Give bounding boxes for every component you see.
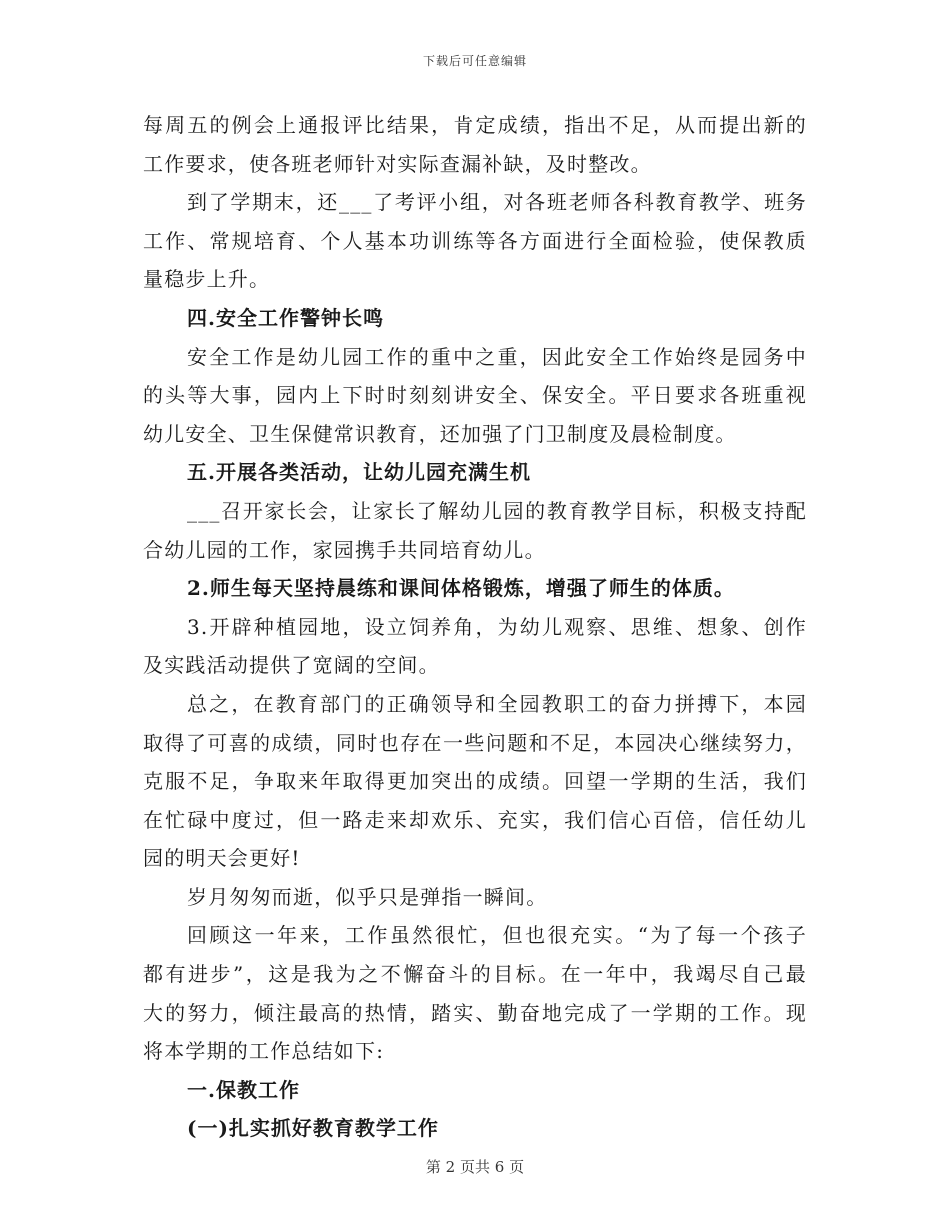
- page-footer: 第 2 页共 6 页: [425, 1158, 525, 1176]
- section-heading: 四.安全工作警钟长鸣: [187, 305, 384, 330]
- page-header: 下载后可任意编辑: [422, 54, 527, 68]
- paragraph-line: 工作要求，使各班老师针对实际查漏补缺，及时整改。: [143, 151, 652, 176]
- paragraph-line: ___召开家长会，让家长了解幼儿园的教育教学目标，积极支持配: [187, 498, 807, 523]
- paragraph-line: 取得了可喜的成绩，同时也存在一些问题和不足，本园决心继续努力，: [143, 730, 807, 755]
- paragraph-line: 的头等大事，园内上下时时刻刻讲安全、保安全。平日要求各班重视: [143, 383, 807, 408]
- paragraph-line: 大的努力，倾注最高的热情，踏实、勤奋地完成了一学期的工作。现: [143, 1000, 807, 1025]
- paragraph-line: 工作、常规培育、个人基本功训练等各方面进行全面检验，使保教质: [143, 228, 807, 253]
- paragraph-line: 总之，在教育部门的正确领导和全园教职工的奋力拼搏下，本园: [187, 691, 807, 716]
- paragraph-line: 都有进步”，这是我为之不懈奋斗的目标。在一年中，我竭尽自己最: [143, 962, 807, 987]
- section-heading: (一)扎实抓好教育教学工作: [187, 1116, 439, 1141]
- paragraph-line: 回顾这一年来，工作虽然很忙，但也很充实。“为了每一个孩子: [187, 923, 807, 948]
- paragraph-line: 安全工作是幼儿园工作的重中之重，因此安全工作始终是园务中: [187, 344, 807, 369]
- paragraph-line: 合幼儿园的工作，家园携手共同培育幼儿。: [143, 537, 546, 562]
- paragraph-line: 幼儿安全、卫生保健常识教育，还加强了门卫制度及晨检制度。: [143, 421, 737, 446]
- paragraph-line: 岁月匆匆而逝，似乎只是弹指一瞬间。: [187, 884, 548, 909]
- section-heading: 一.保教工作: [187, 1077, 300, 1102]
- paragraph-line: 3.开辟种植园地，设立饲养角，为幼儿观察、思维、想象、创作: [187, 614, 807, 639]
- paragraph-line: 克服不足，争取来年取得更加突出的成绩。回望一学期的生活，我们: [143, 769, 807, 794]
- section-heading: 2.师生每天坚持晨练和课间体格锻炼，增强了师生的体质。: [187, 576, 735, 601]
- document-body: [143, 106, 807, 1148]
- paragraph-line: 园的明天会更好!: [143, 846, 301, 871]
- paragraph-line: 将本学期的工作总结如下:: [143, 1039, 385, 1064]
- paragraph-line: 到了学期末，还___了考评小组，对各班老师各科教育教学、班务: [187, 190, 807, 215]
- paragraph-line: 在忙碌中度过，但一路走来却欢乐、充实，我们信心百倍，信任幼儿: [143, 807, 807, 832]
- paragraph-line: 及实践活动提供了宽阔的空间。: [143, 653, 440, 678]
- paragraph-line: 每周五的例会上通报评比结果，肯定成绩，指出不足，从而提出新的: [143, 113, 807, 137]
- paragraph-line: 量稳步上升。: [143, 267, 271, 292]
- section-heading: 五.开展各类活动，让幼儿园充满生机: [187, 460, 531, 485]
